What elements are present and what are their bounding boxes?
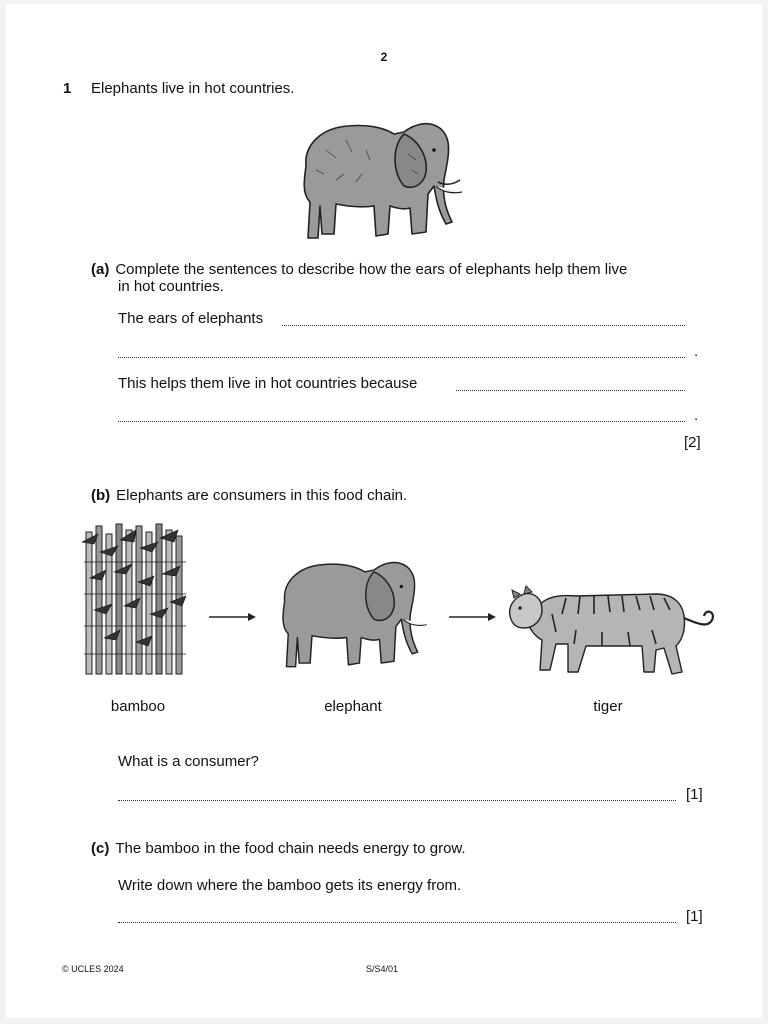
question-number: 1	[63, 80, 72, 97]
part-b-marks: [1]	[686, 786, 703, 803]
part-c-marks: [1]	[686, 908, 703, 925]
part-c-question: Write down where the bamboo gets its energy from.	[118, 877, 462, 894]
arrow-right-icon	[208, 611, 258, 623]
tiger-illustration	[506, 584, 722, 678]
part-a-marks: [2]	[684, 434, 701, 451]
footer-code: S/S4/01	[366, 964, 399, 974]
bamboo-illustration	[80, 522, 192, 678]
part-c-text: The bamboo in the food chain needs energy to grow.	[115, 840, 466, 857]
arrow-right-icon	[448, 611, 498, 623]
part-a-prompt-2: This helps them live in hot countries because	[118, 375, 418, 392]
elephant-chain-illustration	[268, 550, 438, 674]
footer-copyright: © UCLES 2024	[62, 964, 124, 974]
caption-elephant: elephant	[324, 698, 382, 715]
caption-tiger: tiger	[593, 698, 623, 715]
part-b-text: Elephants are consumers in this food chain.	[116, 487, 408, 504]
answer-line-c[interactable]	[118, 922, 676, 923]
question-stem: Elephants live in hot countries.	[91, 80, 295, 97]
part-c	[91, 840, 466, 858]
part-a-prompt-1: The ears of elephants	[118, 310, 264, 327]
answer-line-a4[interactable]	[118, 421, 685, 422]
part-b	[91, 487, 407, 505]
part-b-question: What is a consumer?	[118, 753, 259, 770]
answer-line-a3[interactable]	[456, 390, 685, 391]
elephant-illustration	[296, 110, 466, 246]
part-a-label: (a)	[91, 261, 110, 278]
part-a-instruction-line1: Complete the sentences to describe how the ears of elephants help them live	[115, 261, 628, 278]
end-period: .	[694, 343, 699, 360]
page-number: 2	[380, 50, 388, 64]
end-period: .	[694, 407, 699, 424]
answer-line-a1[interactable]	[282, 325, 685, 326]
part-a-instruction-line2: in hot countries.	[118, 278, 224, 295]
answer-line-a2[interactable]	[118, 357, 685, 358]
part-c-label: (c)	[91, 840, 110, 857]
answer-line-b[interactable]	[118, 800, 676, 801]
part-b-label: (b)	[91, 487, 111, 504]
part-a	[91, 261, 627, 279]
caption-bamboo: bamboo	[110, 698, 166, 715]
